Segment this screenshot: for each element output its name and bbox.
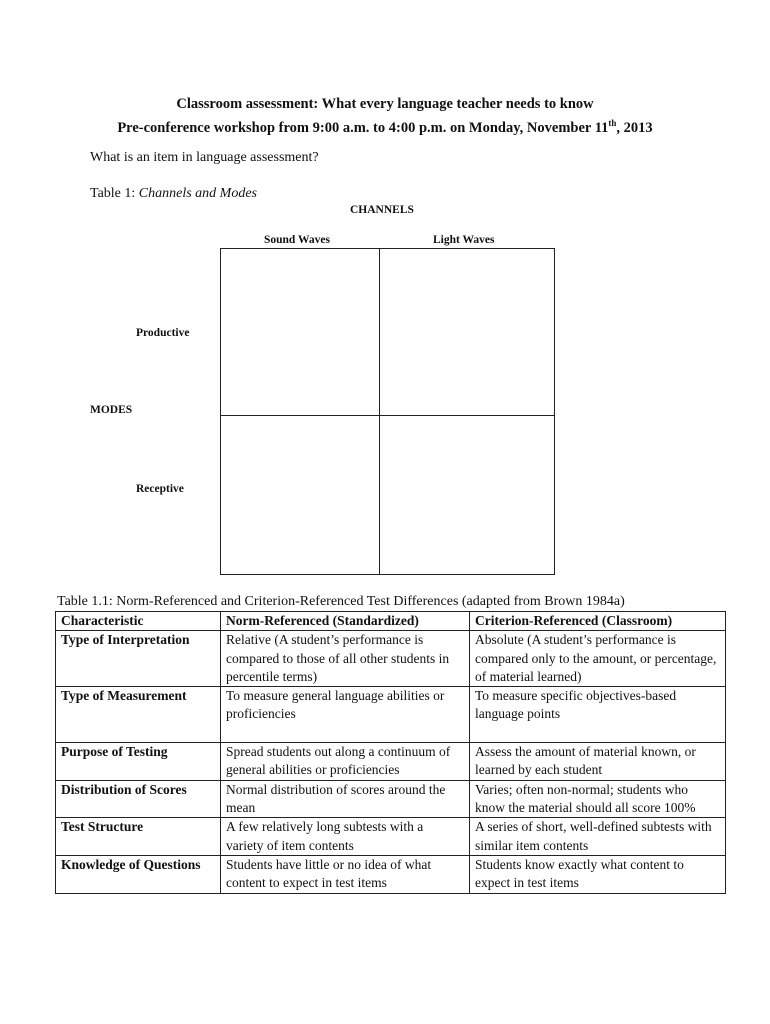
row-norm: Students have little or no idea of what content to expect in test items <box>221 855 470 893</box>
row-characteristic: Test Structure <box>56 818 221 856</box>
table-row <box>56 855 726 893</box>
table-header-row <box>56 612 726 631</box>
header-norm-referenced: Norm-Referenced (Standardized) <box>221 612 470 631</box>
table-row <box>56 687 726 743</box>
subtitle-superscript: th <box>608 118 617 128</box>
row-norm: Normal distribution of scores around the mean <box>221 780 470 818</box>
document-title <box>0 95 770 113</box>
row-characteristic: Purpose of Testing <box>56 743 221 781</box>
row-characteristic: Knowledge of Questions <box>56 855 221 893</box>
row-criterion: A series of short, well-defined subtests with similar item contents <box>470 818 726 856</box>
row-criterion: To measure specific objectives-based language points <box>470 687 726 743</box>
modes-label: MODES <box>90 404 133 416</box>
header-criterion-referenced: Criterion-Referenced (Classroom) <box>470 612 726 631</box>
channels-modes-grid <box>220 248 555 575</box>
question-text: What is an item in language assessment? <box>90 150 319 165</box>
productive-label: Productive <box>136 327 190 339</box>
title-line-1: Classroom assessment: What every language teacher needs to know <box>176 96 594 112</box>
header-characteristic: Characteristic <box>56 612 221 631</box>
subtitle-suffix: , 2013 <box>616 119 653 136</box>
row-criterion: Students know exactly what content to expect in test items <box>470 855 726 893</box>
receptive-label: Receptive <box>136 483 184 495</box>
row-norm: Relative (A student’s performance is compared to those of all other students in percentile terms) <box>221 631 470 687</box>
channels-label: CHANNELS <box>350 204 414 216</box>
table1-caption <box>90 185 257 203</box>
document-subtitle <box>0 114 770 137</box>
grid-vertical-divider <box>379 248 380 575</box>
row-norm: A few relatively long subtests with a variety of item contents <box>221 818 470 856</box>
table-row <box>56 743 726 781</box>
row-characteristic: Type of Interpretation <box>56 631 221 687</box>
light-waves-label: Light Waves <box>433 234 495 246</box>
table1-caption-title: Channels and Modes <box>138 186 257 201</box>
row-characteristic: Type of Measurement <box>56 687 221 743</box>
row-norm: Spread students out along a continuum of general abilities or proficiencies <box>221 743 470 781</box>
sound-waves-label: Sound Waves <box>264 234 330 246</box>
row-criterion: Varies; often non-normal; students who know the material should all score 100% <box>470 780 726 818</box>
table2-caption: Table 1.1: Norm-Referenced and Criterion-Referenced Test Differences (adapted from Brown 1984a) <box>57 594 625 609</box>
table-row <box>56 818 726 856</box>
table-row <box>56 780 726 818</box>
row-norm: To measure general language abilities or proficiencies <box>221 687 470 743</box>
table-row <box>56 631 726 687</box>
row-characteristic: Distribution of Scores <box>56 780 221 818</box>
grid-horizontal-divider <box>220 415 555 416</box>
subtitle-text: Pre-conference workshop from 9:00 a.m. to 4:00 p.m. on Monday, November 11 <box>117 119 609 136</box>
row-criterion: Absolute (A student’s performance is compared only to the amount, or percentage, of material learned) <box>470 631 726 687</box>
row-criterion: Assess the amount of material known, or learned by each student <box>470 743 726 781</box>
table1-caption-prefix: Table 1: <box>90 186 139 201</box>
test-differences-table <box>55 611 726 894</box>
